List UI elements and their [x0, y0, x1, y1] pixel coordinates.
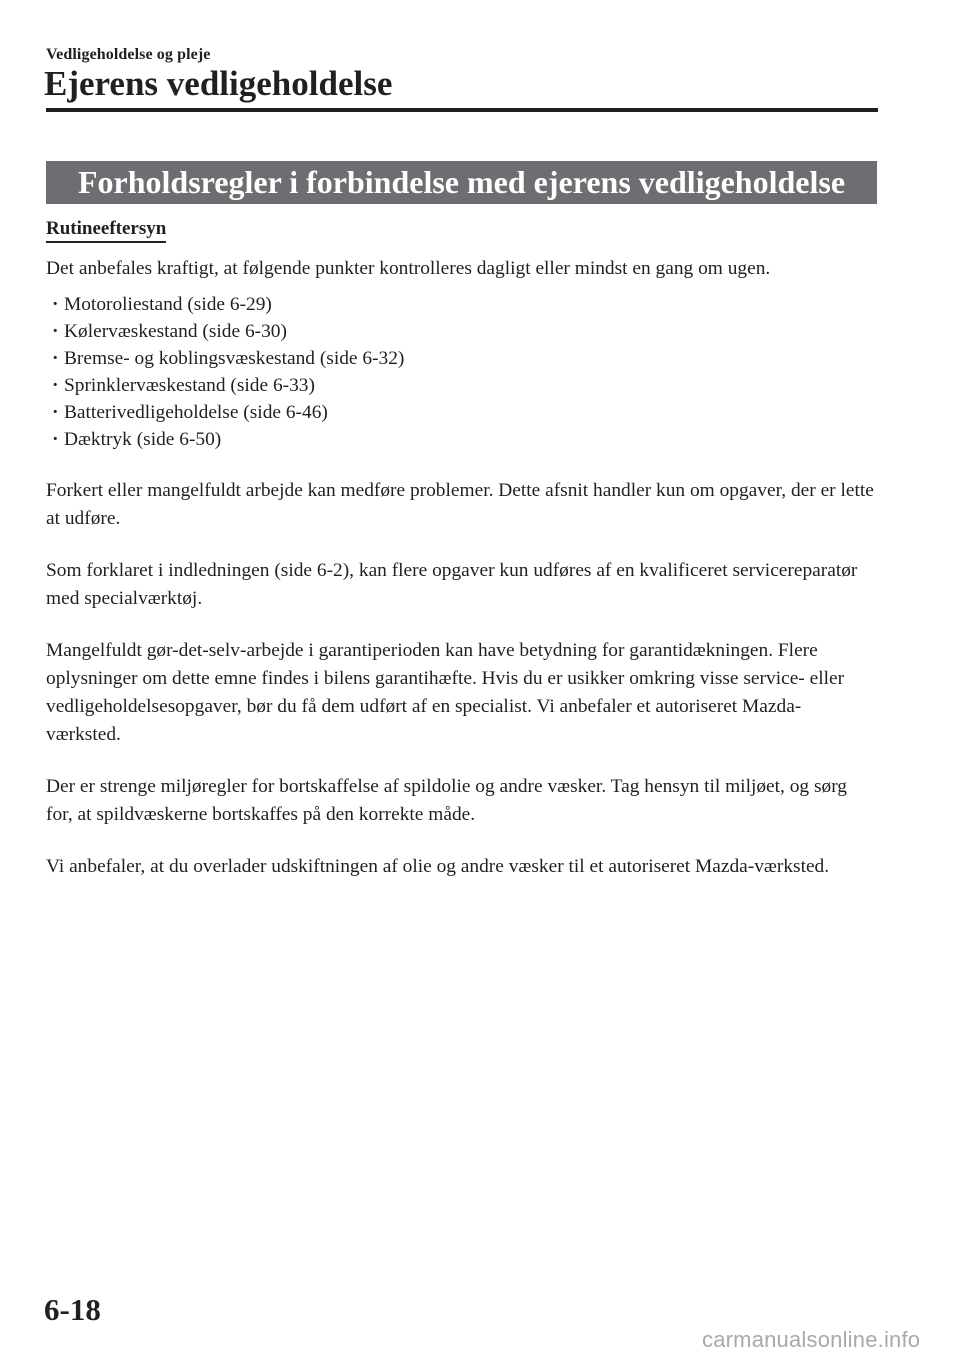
body-paragraph: Vi anbefaler, at du overlader udskiftningen af olie og andre væsker til et autoriseret Mazda-værksted. — [46, 856, 830, 877]
chapter-label: Vedligeholdelse og pleje — [46, 46, 211, 63]
header-divider — [46, 108, 878, 112]
checklist-item — [52, 318, 876, 345]
checklist-item — [52, 291, 876, 318]
bullet-glyph: · — [52, 348, 59, 369]
bullet-glyph: · — [52, 321, 59, 342]
checklist-item-text: Dæktryk (side 6-50) — [64, 429, 222, 450]
subheading: Rutineeftersyn — [46, 217, 166, 243]
body-paragraph: Der er strenge miljøregler for bortskaffelse af spildolie og andre væsker. Tag hensyn til miljøet, og sørg for, at spildvæskerne bortskaffes på den korrekte måde. — [46, 776, 848, 825]
intro-paragraph: Det anbefales kraftigt, at følgende punkter kontrolleres dagligt eller mindst en gang om ugen. — [46, 258, 771, 279]
checklist — [46, 291, 876, 453]
checklist-item-text: Sprinklervæskestand (side 6-33) — [64, 375, 315, 396]
body-content — [46, 255, 876, 905]
watermark: carmanualsonline.info — [702, 1327, 921, 1352]
bullet-glyph: · — [52, 429, 59, 450]
section-title: Ejerens vedligeholdelse — [44, 64, 393, 103]
checklist-item — [52, 345, 876, 372]
checklist-item — [52, 372, 876, 399]
checklist-item-text: Kølervæskestand (side 6-30) — [64, 321, 287, 342]
checklist-item — [52, 426, 876, 453]
bullet-glyph: · — [52, 402, 59, 423]
bullet-glyph: · — [52, 375, 59, 396]
page-number: 6-18 — [44, 1292, 101, 1327]
checklist-item-text: Motoroliestand (side 6-29) — [64, 294, 272, 315]
bullet-glyph: · — [52, 294, 59, 315]
checklist-item — [52, 399, 876, 426]
checklist-item-text: Batterivedligeholdelse (side 6-46) — [64, 402, 328, 423]
body-paragraph: Mangelfuldt gør-det-selv-arbejde i garantiperioden kan have betydning for garantidækningen. Flere oplysninger om dette emne findes i bilens garantihæfte. Hvis du er usikker omkring visse service- eller vedligeholdelsesopgaver, bør du få dem udført af en specialist. Vi anbefaler et autoriseret Mazda-værksted. — [46, 640, 845, 745]
body-paragraph: Som forklaret i indledningen (side 6-2), kan flere opgaver kun udføres af en kvalificeret servicereparatør med specialværktøj. — [46, 560, 858, 609]
topic-banner: Forholdsregler i forbindelse med ejerens vedligeholdelse — [46, 161, 877, 204]
body-paragraph: Forkert eller mangelfuldt arbejde kan medføre problemer. Dette afsnit handler kun om opgaver, der er lette at udføre. — [46, 480, 874, 529]
checklist-item-text: Bremse- og koblingsvæskestand (side 6-32) — [64, 348, 405, 369]
